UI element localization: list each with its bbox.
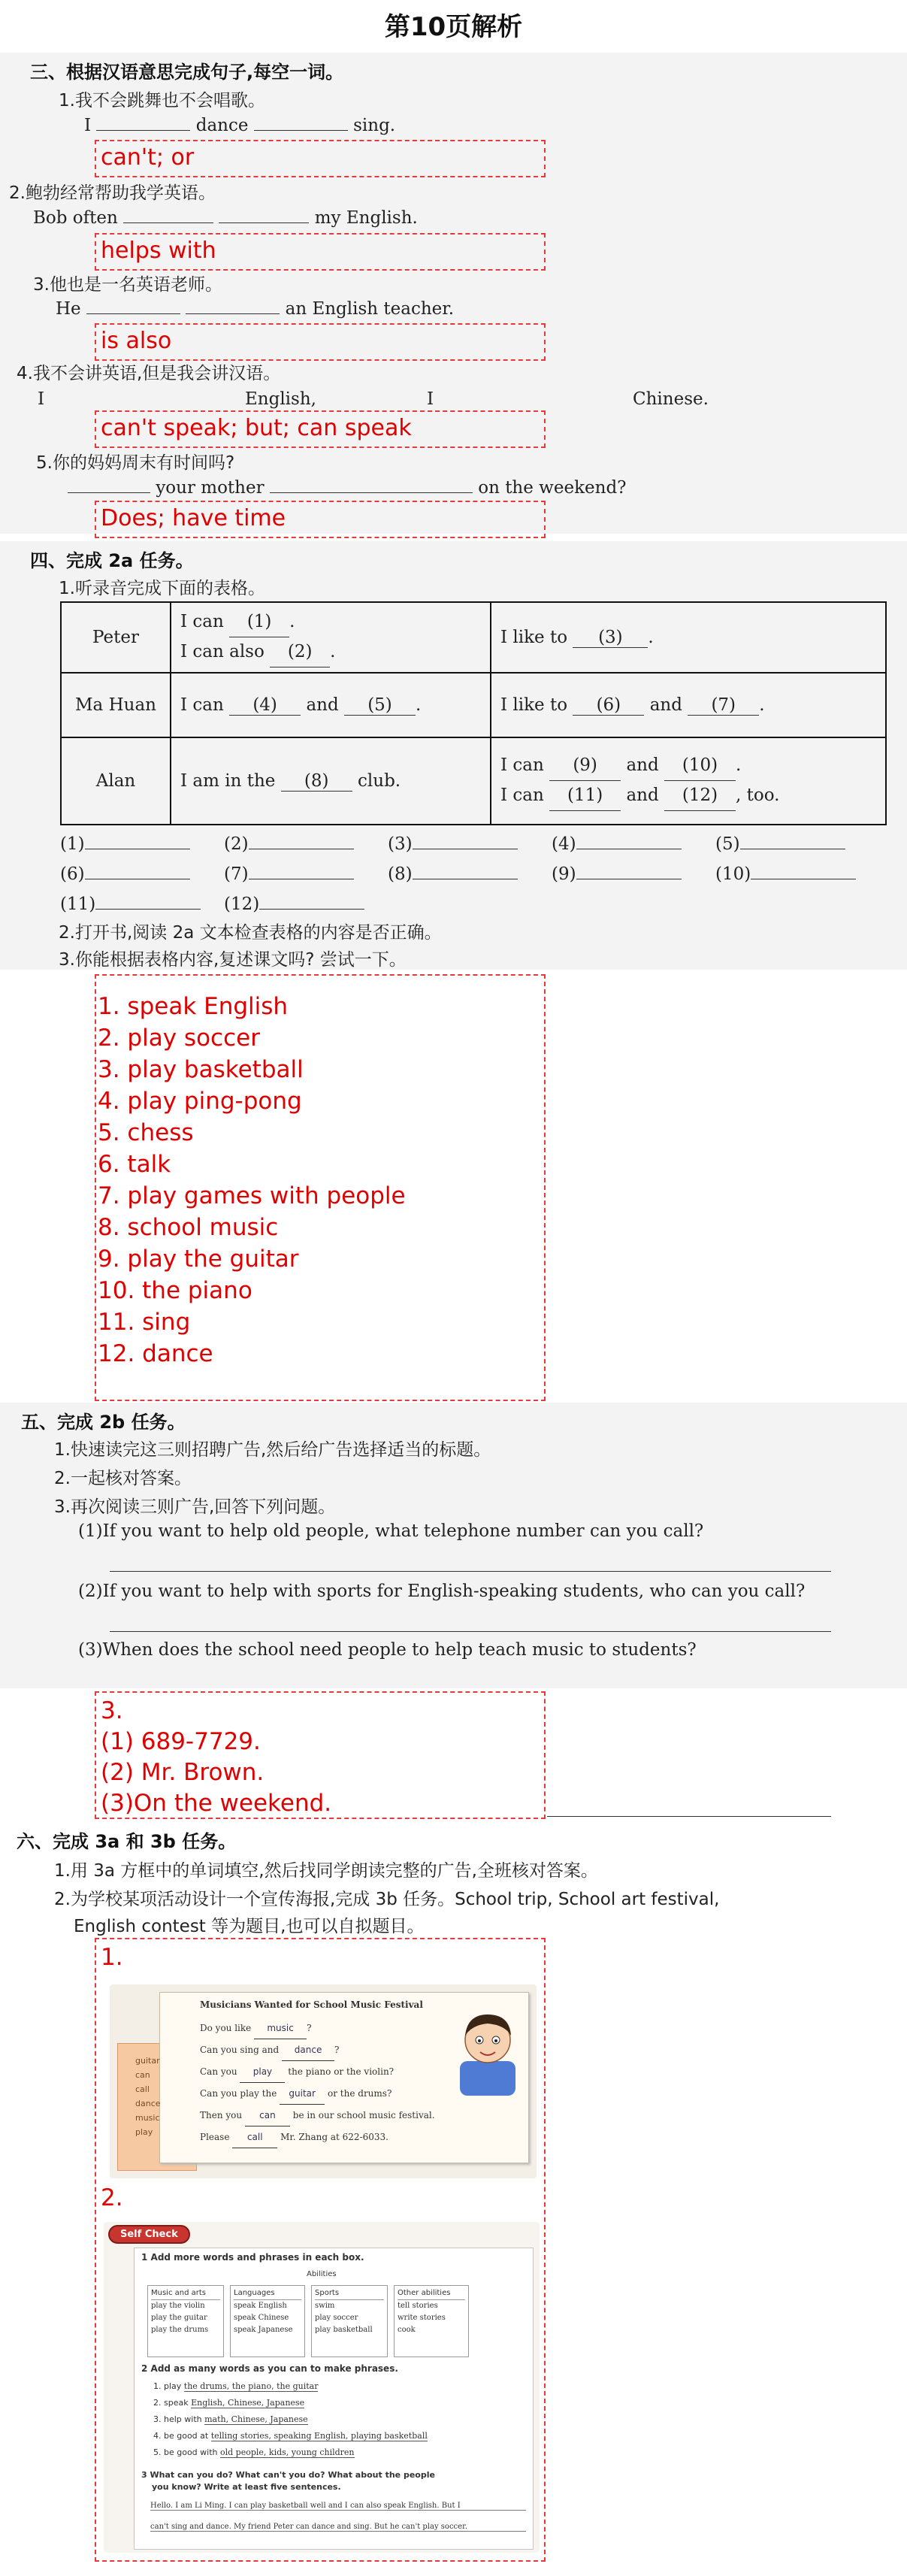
- s3-q4-word-d: Chinese.: [633, 389, 709, 409]
- phrase-line: 4. be good at telling stories, speaking English, playing basketball: [153, 2431, 428, 2441]
- s4-answer-line: 1. speak English: [98, 993, 289, 1020]
- phrase-line: 5. be good with old people, kids, young children: [153, 2447, 355, 2457]
- s3-q5-answer: Does; have time: [95, 501, 546, 538]
- s3-q3-cn: 3.他也是一名英语老师。: [33, 275, 222, 295]
- section-3-heading: 三、根据汉语意思完成句子,每空一词。: [30, 62, 344, 83]
- s3-q2-answer: helps with: [95, 233, 546, 271]
- s6-label-1: 1.: [101, 1944, 123, 1971]
- s3-q2-word-a: Bob often: [33, 208, 118, 228]
- s6-label-2: 2.: [101, 2184, 123, 2211]
- table-cell-name: Peter: [61, 602, 171, 673]
- s3-q2-en: [33, 208, 418, 228]
- s3-q1-word-a: I: [84, 116, 92, 135]
- s3-q4-en: [38, 389, 894, 412]
- s3-q2-word-b: my English.: [314, 208, 418, 228]
- table-row-alan: [61, 737, 886, 825]
- s5-sub1: (1)If you want to help old people, what telephone number can you call?: [78, 1521, 704, 1541]
- s3-q5-en: [68, 478, 627, 498]
- s5-answer-line: 3.: [101, 1697, 123, 1724]
- phrase-line: 2. speak English, Chinese, Japanese: [153, 2398, 305, 2408]
- blank-6: (6): [60, 864, 190, 884]
- phrase-line: 1. play the drums, the piano, the guitar: [153, 2381, 319, 2391]
- s3-q1-answer: can't; or: [95, 140, 546, 177]
- table-cell-name: Alan: [61, 737, 171, 825]
- blank-11: (11): [60, 894, 201, 914]
- blank-2: (2): [224, 834, 354, 854]
- table-cell-name: Ma Huan: [61, 673, 171, 737]
- blank-12: (12): [224, 894, 364, 914]
- poster-line: Can you play the piano or the violin?: [200, 2061, 435, 2083]
- table-cell-can: I am in the (8) club.: [171, 737, 491, 825]
- s3-q2-blank-2: [219, 222, 309, 223]
- s5-sub3-line: [547, 1816, 831, 1817]
- s3-q5-blank-2: [270, 492, 473, 493]
- ability-box-3: Sports swim play soccer play basketball: [311, 2285, 388, 2357]
- s4-answer-line: 6. talk: [98, 1151, 171, 1178]
- phrase-list: [153, 2378, 428, 2461]
- s3-q2-cn: 2.鲍勃经常帮助我学英语。: [9, 183, 216, 203]
- s3-q1-word-b: dance: [195, 116, 249, 135]
- s3-q2-blank-1: [123, 222, 213, 223]
- s5-sub2: (2)If you want to help with sports for English-speaking students, who can you call?: [78, 1582, 806, 1601]
- written-line-2: can't sing and dance. My friend Peter can dance and sing. But he can't play soccer.: [150, 2523, 526, 2532]
- s3-q1-blank-1: [96, 130, 190, 131]
- poster-line: Please call Mr. Zhang at 622-6033.: [200, 2126, 435, 2148]
- table-cell-can: I can (1) . I can also (2) .: [171, 602, 491, 673]
- s5-q1: 1.快速读完这三则招聘广告,然后给广告选择适当的标题。: [54, 1440, 491, 1460]
- s5-q2: 2.一起核对答案。: [54, 1469, 192, 1488]
- poster-lines: [200, 2018, 435, 2148]
- phrase-line: 3. help with math, Chinese, Japanese: [153, 2414, 308, 2424]
- poster-line: Can you sing and dance ?: [200, 2039, 435, 2061]
- table-cell-like: I like to (3) .: [491, 602, 886, 673]
- s4-answer-line: 2. play soccer: [98, 1025, 260, 1052]
- ability-box-1: Music and arts play the violin play the guitar play the drums: [147, 2285, 224, 2357]
- s3-q4-word-c: I: [427, 389, 434, 409]
- s3-q5-blank-1: [68, 492, 150, 493]
- self-check-image: [104, 2222, 540, 2553]
- section-6-heading: 六、完成 3a 和 3b 任务。: [17, 1831, 237, 1852]
- s3-q4-answer: can't speak; but; can speak: [95, 410, 546, 448]
- poster-title: Musicians Wanted for School Music Festival: [200, 1999, 423, 2010]
- s3-q3-word-a: He: [56, 299, 81, 319]
- poster-line: Do you like music ?: [200, 2018, 435, 2039]
- s5-sub2-line: [110, 1631, 831, 1632]
- s3-q5-word-a: your mother: [156, 478, 265, 498]
- blank-8: (8): [388, 864, 518, 884]
- blank-4: (4): [552, 834, 682, 854]
- ability-box-4: Other abilities tell stories write stories cook: [394, 2285, 469, 2357]
- s3-q4-word-b: English,: [245, 389, 316, 409]
- s3-q3-word-b: an English teacher.: [285, 299, 455, 319]
- blank-10: (10): [715, 864, 856, 884]
- s3-q3-answer: is also: [95, 323, 546, 361]
- blank-7: (7): [224, 864, 354, 884]
- cartoon-boy-illustration: [452, 2005, 523, 2096]
- s4-q3: 3.你能根据表格内容,复述课文吗? 尝试一下。: [59, 950, 407, 970]
- table-cell-can: I can (4) and (5) .: [171, 673, 491, 737]
- table-cell-like: I can (9) and (10) . I can (11) and (12) , too.: [491, 737, 886, 825]
- table-cell-like: I like to (6) and (7) .: [491, 673, 886, 737]
- ability-box-2: Languages speak English speak Chinese speak Japanese: [230, 2285, 305, 2357]
- s4-q2: 2.打开书,阅读 2a 文本检查表格的内容是否正确。: [59, 923, 442, 943]
- self-check-step-3b: you know? Write at least five sentences.: [152, 2482, 341, 2492]
- s3-q4-cn: 4.我不会讲英语,但是我会讲汉语。: [17, 364, 281, 383]
- page-title: 第10页解析: [384, 12, 523, 42]
- s3-q1-cn: 1.我不会跳舞也不会唱歌。: [59, 91, 265, 110]
- s3-q3-blank-1: [86, 313, 180, 314]
- s6-q2b: English contest 等为题目,也可以自拟题目。: [74, 1917, 425, 1936]
- self-check-badge: Self Check: [108, 2225, 190, 2244]
- s4-answer-line: 9. play the guitar: [98, 1246, 299, 1273]
- s5-answer-line: (2) Mr. Brown.: [101, 1759, 265, 1786]
- s4-answer-line: 5. chess: [98, 1119, 194, 1146]
- answer-table: [60, 601, 887, 825]
- s4-answer-line: 3. play basketball: [98, 1056, 304, 1083]
- music-poster: [110, 1984, 537, 2178]
- section-4-heading: 四、完成 2a 任务。: [30, 550, 194, 571]
- blank-5: (5): [715, 834, 845, 854]
- s4-q1: 1.听录音完成下面的表格。: [59, 579, 265, 598]
- s4-answer-line: 10. the piano: [98, 1277, 252, 1304]
- s3-q1-blank-2: [254, 130, 348, 131]
- blank-3: (3): [388, 834, 518, 854]
- written-line-1: Hello. I am Li Ming. I can play basketball well and I can also speak English. But I: [150, 2502, 526, 2511]
- poster-line: Then you can be in our school music festival.: [200, 2105, 435, 2126]
- s6-answer-box: [95, 1938, 546, 2562]
- s6-q2a: 2.为学校某项活动设计一个宣传海报,完成 3b 任务。School trip, School art festival,: [54, 1890, 720, 1909]
- s4-answer-line: 4. play ping-pong: [98, 1088, 302, 1115]
- s5-answer-line: (1) 689-7729.: [101, 1728, 261, 1755]
- s5-sub1-line: [110, 1571, 831, 1572]
- s3-q1-en: [84, 116, 395, 135]
- s5-sub3: (3)When does the school need people to help teach music to students?: [78, 1640, 697, 1660]
- table-row-mahuan: [61, 673, 886, 737]
- s4-answer-line: 8. school music: [98, 1214, 279, 1241]
- poster-line: Can you play the guitar or the drums?: [200, 2083, 435, 2105]
- s4-answer-line: 12. dance: [98, 1340, 213, 1367]
- blank-1: (1): [60, 834, 190, 854]
- self-check-step-3a: 3 What can you do? What can't you do? What about the people: [141, 2470, 435, 2480]
- s4-answer-box: [95, 974, 546, 1401]
- s5-answer-line: (3)On the weekend.: [101, 1790, 332, 1817]
- table-row-peter: [61, 602, 886, 673]
- s6-q1: 1.用 3a 方框中的单词填空,然后找同学朗读完整的广告,全班核对答案。: [54, 1861, 598, 1881]
- s3-q4-word-a: I: [38, 389, 45, 409]
- s3-q5-word-b: on the weekend?: [478, 478, 627, 498]
- s3-q3-blank-2: [186, 313, 280, 314]
- blank-9: (9): [552, 864, 682, 884]
- self-check-step-1: 1 Add more words and phrases in each box.: [141, 2252, 364, 2263]
- s3-q3-en: [56, 299, 454, 319]
- self-check-step-2: 2 Add as many words as you can to make phrases.: [141, 2363, 398, 2374]
- abilities-label: Abilities: [307, 2270, 337, 2278]
- blank-list: [60, 834, 902, 925]
- s3-q1-word-c: sing.: [353, 116, 396, 135]
- s5-q3: 3.再次阅读三则广告,回答下列问题。: [54, 1497, 336, 1517]
- s5-answer-box: [95, 1691, 546, 1819]
- s4-answer-line: 7. play games with people: [98, 1182, 406, 1209]
- s3-q5-cn: 5.你的妈妈周末有时间吗?: [36, 453, 235, 473]
- poster-word-list: guitar can call dance music play: [135, 2056, 161, 2137]
- s4-answer-line: 11. sing: [98, 1309, 191, 1336]
- section-5-heading: 五、完成 2b 任务。: [21, 1412, 186, 1433]
